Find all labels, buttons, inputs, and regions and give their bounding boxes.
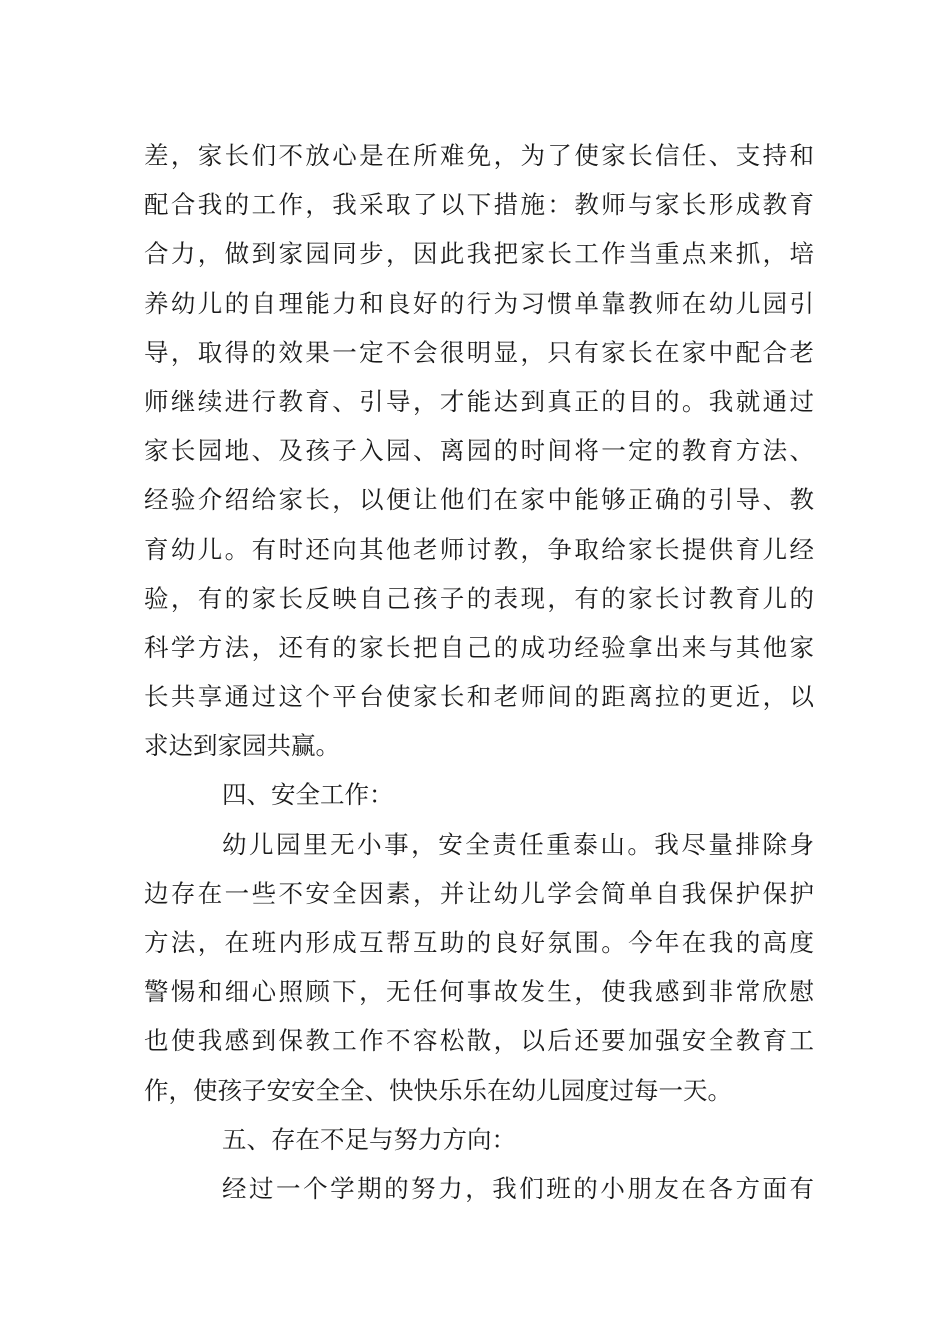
text-line: 方法，在班内形成互帮互助的良好氛围。今年在我的高度	[144, 928, 814, 957]
paragraph-start-line: 幼儿园里无小事，安全责任重泰山。我尽量排除身	[222, 829, 814, 859]
section-heading-shortcomings: 五、存在不足与努力方向：	[222, 1124, 516, 1154]
text-line: 配合我的工作，我采取了以下措施：教师与家长形成教育	[144, 190, 814, 220]
text-line: 养幼儿的自理能力和良好的行为习惯单靠教师在幼儿园引	[144, 288, 814, 318]
text-line: 也使我感到保教工作不容松散，以后还要加强安全教育工	[144, 1026, 814, 1056]
text-line: 合力，做到家园同步，因此我把家长工作当重点来抓，培	[144, 239, 814, 269]
text-line: 长共享通过这个平台使家长和老师间的距离拉的更近，以	[144, 682, 814, 712]
text-line: 师继续进行教育、引导，才能达到真正的目的。我就通过	[144, 386, 814, 416]
paragraph-start-line: 经过一个学期的努力，我们班的小朋友在各方面有	[222, 1173, 814, 1203]
text-line: 边存在一些不安全因素，并让幼儿学会简单自我保护保护	[144, 878, 814, 908]
text-line: 验，有的家长反映自己孩子的表现，有的家长讨教育儿的	[144, 583, 814, 613]
text-line: 家长园地、及孩子入园、离园的时间将一定的教育方法、	[144, 436, 814, 466]
paragraph-end-line: 作，使孩子安安全全、快快乐乐在幼儿园度过每一天。	[144, 1075, 732, 1105]
text-line: 育幼儿。有时还向其他老师讨教，争取给家长提供育儿经	[144, 534, 814, 564]
text-line: 差，家长们不放心是在所难免，为了使家长信任、支持和	[144, 141, 814, 170]
paragraph-end-line: 求达到家园共赢。	[144, 731, 340, 761]
text-line: 科学方法，还有的家长把自己的成功经验拿出来与其他家	[144, 632, 814, 662]
body-text	[144, 131, 814, 1213]
text-line: 导，取得的效果一定不会很明显，只有家长在家中配合老	[144, 337, 814, 367]
section-heading-safety: 四、安全工作：	[222, 780, 394, 810]
text-line: 警惕和细心照顾下，无任何事故发生，使我感到非常欣慰	[144, 977, 814, 1007]
text-line: 经验介绍给家长，以便让他们在家中能够正确的引导、教	[144, 485, 814, 515]
